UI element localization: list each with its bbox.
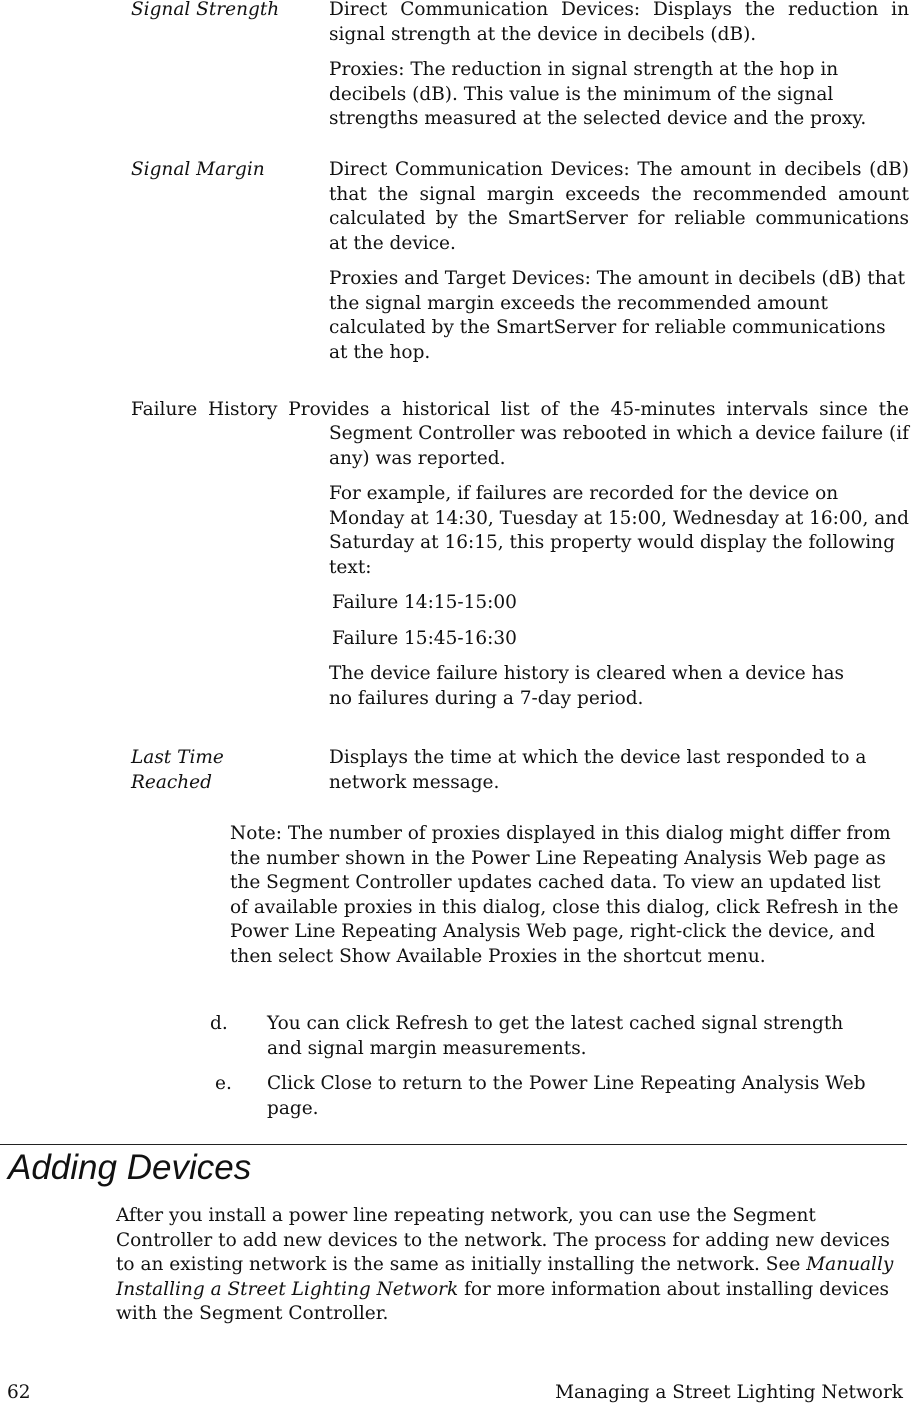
definition-paragraph: Direct Communication Devices: Displays the reduction in signal strength at the device in decibels (dB). <box>329 0 909 45</box>
definition-failure-history <box>329 422 909 711</box>
step-letter: e. <box>215 1073 232 1094</box>
definition-paragraph: The device failure history is cleared when a device has no failures during a 7-day period. <box>329 663 845 709</box>
section-heading: Adding Devices <box>8 1148 252 1187</box>
failure-entry: Failure 14:15-15:00 <box>332 592 517 613</box>
definition-paragraph: Proxies and Target Devices: The amount in decibels (dB) that the signal margin exceeds the recommended amount calculated by the SmartServer for reliable communications at the hop. <box>329 268 906 363</box>
definition-signal-margin <box>329 158 909 365</box>
definition-paragraph: Displays the time at which the device last responded to a network message. <box>329 747 867 793</box>
term-line: Last Time <box>131 747 224 768</box>
step-text: Click Close to return to the Power Line Repeating Analysis Web page. <box>267 1073 866 1119</box>
note-paragraph: Note: The number of proxies displayed in this dialog might differ from the number shown in the Power Line Repeating Analysis Web page as the Segment Controller updates cached data. To view an updated list of available proxies in this dialog, close this dialog, click Refresh in the Power Line Repeating Analysis Web page, right-click the device, and then select Show Available Proxies in the shortcut menu. <box>230 823 899 967</box>
definition-last-time-reached <box>329 746 889 795</box>
definition-paragraph: Segment Controller was rebooted in which a device failure (if any) was reported. <box>329 423 909 469</box>
failure-entry: Failure 15:45-16:30 <box>332 627 517 649</box>
body-text: After you install a power line repeating network, you can use the Segment Controller to add new devices to the network. The process for adding new devices to an existing network is the same as initially installing the network. See <box>116 1205 890 1275</box>
term-line: Reached <box>131 771 212 793</box>
definition-signal-strength <box>329 0 909 132</box>
term-last-time-reached <box>131 746 224 795</box>
definition-paragraph: Proxies: The reduction in signal strength at the hop in decibels (dB). This value is the minimum of the signal strengths measured at the selected device and the proxy. <box>329 59 867 129</box>
page-number: 62 <box>7 1382 31 1403</box>
definition-paragraph: Provides a historical list of the 45-minutes intervals since the <box>288 399 909 420</box>
chapter-title: Managing a Street Lighting Network <box>555 1382 903 1403</box>
body-text: for more information about installing devices with the Segment Controller. <box>116 1278 890 1324</box>
failure-history-first-line <box>131 398 909 423</box>
step-text: You can click Refresh to get the latest cached signal strength and signal margin measurements. <box>267 1013 844 1059</box>
term-signal-margin: Signal Margin <box>131 159 265 180</box>
section-body <box>116 1204 906 1327</box>
definition-paragraph: For example, if failures are recorded for the device on Monday at 14:30, Tuesday at 15:00, Wednesday at 16:00, and Saturday at 16:15, this property would display the following text: <box>329 483 910 578</box>
cross-reference-link[interactable]: Manually Installing a Street Lighting Network <box>116 1254 894 1300</box>
term-signal-strength: Signal Strength <box>131 0 280 20</box>
section-divider <box>0 1144 907 1145</box>
step-letter: d. <box>210 1013 228 1034</box>
definition-paragraph: Direct Communication Devices: The amount in decibels (dB) that the signal margin exceeds the recommended amount calculated by the SmartServer for reliable communications at the device. <box>329 159 909 254</box>
term-failure-history: Failure History <box>131 399 278 420</box>
